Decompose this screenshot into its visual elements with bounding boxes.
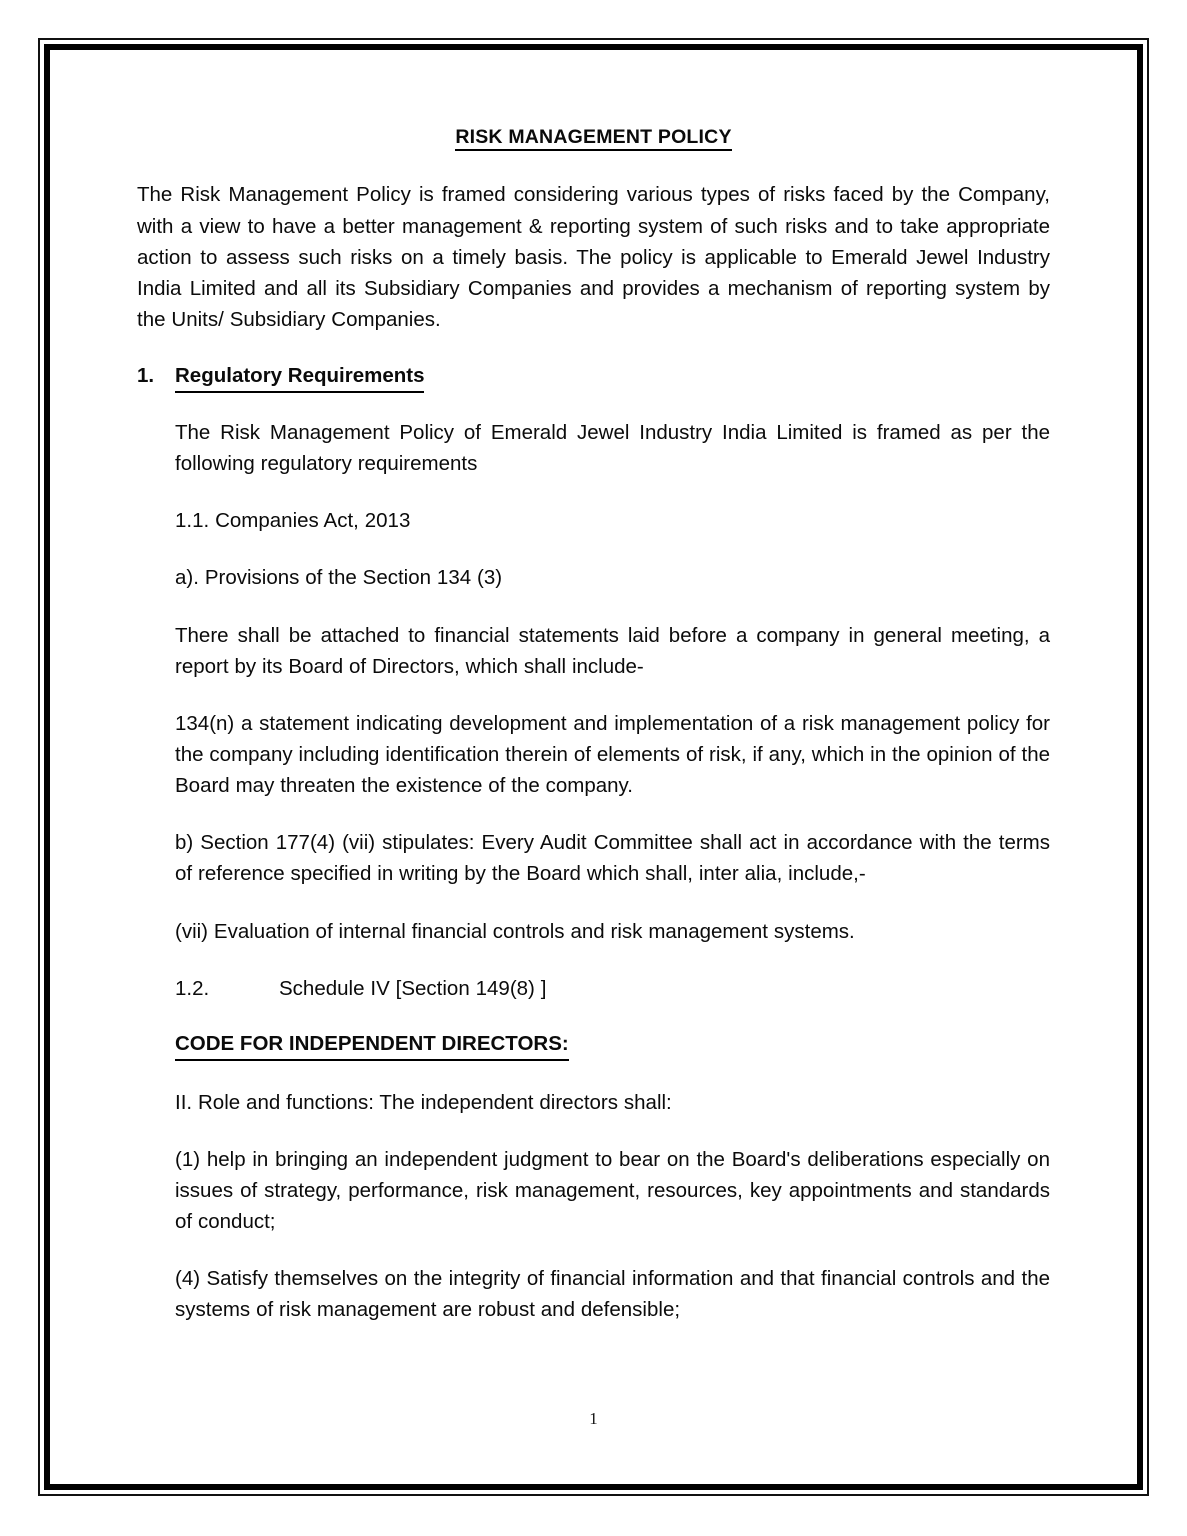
intro-paragraph: The Risk Management Policy is framed considering various types of risks faced by the Company, with a view to have a better management & reporting system of such risks and to take appropriate action to assess such risks on a timely basis. The policy is applicable to Emerald Jewel Industry India Limited and all its Subsidiary Companies and provides a mechanism of reporting system by the Units/ Subsidiary Companies. (137, 183, 1050, 332)
subsection-number: 1.2. (175, 976, 210, 1000)
paragraph-policy-framed: The Risk Management Policy of Emerald Jewel Industry India Limited is framed as per the following regulatory requirements (175, 420, 1050, 476)
code-for-independent-directors-heading (175, 1030, 1050, 1061)
section-title: Regulatory Requirements (175, 361, 424, 393)
section-number: 1. (137, 364, 155, 388)
paragraph-section-177-4: b) Section 177(4) (vii) stipulates: Every Audit Committee shall act in accordance with the terms of reference specified in writing by the Board which shall, inter alia, include,- (175, 831, 1050, 886)
paragraph-role-and-functions: II. Role and functions: The independent directors shall: (175, 1090, 672, 1114)
section-1-body (175, 417, 1050, 1326)
paragraph-item-4: (4) Satisfy themselves on the integrity of financial information and that financial controls and the systems of risk management are robust and defensible; (175, 1267, 1050, 1322)
section-heading-regulatory-requirements (137, 361, 1050, 393)
page-number: 1 (589, 1409, 598, 1428)
page-title (137, 126, 1050, 149)
paragraph-section-134-3: a). Provisions of the Section 134 (3) (175, 566, 503, 590)
page-title-text: RISK MANAGEMENT POLICY (455, 126, 731, 151)
paragraph-item-1: (1) help in bringing an independent judgment to bear on the Board's deliberations especially on issues of strategy, performance, risk management, resources, key appointments and standards of conduct; (175, 1147, 1050, 1234)
document-body (137, 126, 1050, 1352)
paragraph-134n: 134(n) a statement indicating development and implementation of a risk management policy for the company including identification therein of elements of risk, if any, which in the opinion of the Board may threaten the existence of the company. (175, 711, 1050, 798)
subsection-text: Schedule IV [Section 149(8) ] (279, 976, 547, 1000)
paragraph-financial-statements: There shall be attached to financial statements laid before a company in general meeting, a report by its Board of Directors, which shall include- (175, 623, 1050, 678)
code-heading-text: CODE FOR INDEPENDENT DIRECTORS: (175, 1030, 569, 1061)
subsection-schedule-iv (175, 973, 1050, 1004)
paragraph-companies-act: 1.1. Companies Act, 2013 (175, 509, 411, 533)
paragraph-vii-evaluation: (vii) Evaluation of internal financial controls and risk management systems. (175, 919, 855, 943)
